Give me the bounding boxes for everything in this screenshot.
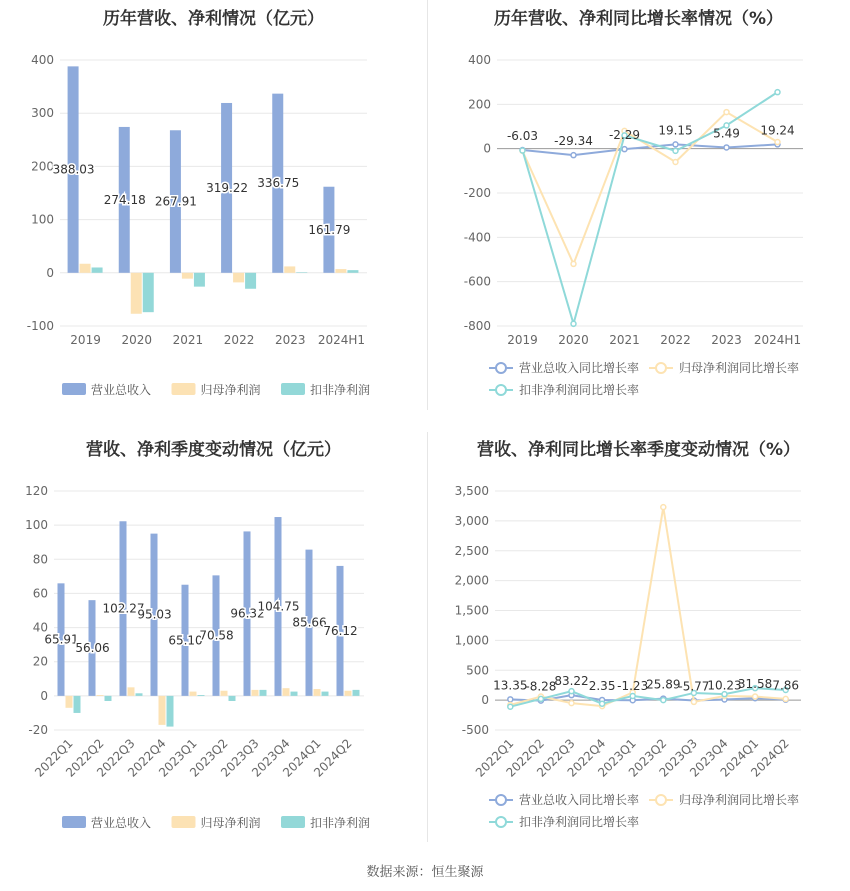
y-tick-label: 3,500 [454, 484, 489, 498]
series-point-2 [538, 696, 543, 701]
legend-swatch [62, 816, 86, 828]
legend-swatch-marker [496, 385, 506, 395]
data-label: 2.35 [588, 678, 616, 693]
series-point-0 [571, 153, 576, 158]
data-label: 336.75 [257, 176, 300, 191]
y-tick-label: 60 [32, 586, 48, 601]
panel-quarter-bar [0, 430, 427, 850]
y-tick-label: 0 [483, 141, 491, 156]
x-tick-label: 2024Q1 [280, 736, 324, 780]
series-point-0 [622, 147, 627, 152]
bar-1 [190, 692, 197, 696]
legend-swatch-marker [656, 795, 666, 805]
y-tick-label: 500 [466, 663, 489, 678]
x-tick-label: 2022Q2 [63, 736, 107, 780]
y-tick-label: 80 [32, 552, 48, 567]
x-tick-label: 2022 [223, 333, 255, 347]
data-label: 56.06 [75, 641, 110, 656]
series-point-1 [691, 699, 696, 704]
legend-label: 营业总收入 [91, 816, 152, 830]
legend-label: 归母净利润同比增长率 [679, 361, 800, 375]
x-tick-label: 2024H1 [317, 333, 366, 347]
chart-quarter-bar [0, 430, 427, 845]
data-label: 83.22 [554, 674, 589, 689]
y-tick-label: 3,000 [454, 513, 489, 528]
bar-2 [347, 270, 358, 273]
panel-annual-line [427, 0, 850, 420]
x-tick-label: 2022Q4 [564, 736, 609, 780]
x-tick-label: 2022Q1 [32, 736, 76, 780]
bar-1 [66, 696, 73, 708]
data-label: -8.28 [525, 679, 557, 694]
bar-1 [345, 691, 352, 696]
bar-1 [284, 266, 295, 272]
data-label: 95.03 [137, 607, 172, 622]
data-label: 102.27 [102, 601, 145, 616]
y-tick-label: -100 [26, 319, 54, 333]
data-label: -5.77 [678, 679, 710, 694]
data-label: 19.24 [760, 123, 795, 138]
legend-label: 营业总收入 [91, 383, 152, 397]
x-tick-label: 2023Q1 [595, 736, 639, 780]
y-tick-label: 2,500 [454, 543, 489, 558]
legend-swatch [172, 816, 196, 828]
x-tick-label: 2022Q3 [534, 736, 578, 780]
legend-label: 归母净利润 [200, 383, 261, 397]
data-label: 388.03 [52, 162, 95, 177]
series-point-1 [661, 505, 666, 510]
y-tick-label: 400 [31, 53, 54, 67]
series-point-1 [753, 694, 758, 699]
x-tick-label: 2020 [121, 333, 153, 347]
bar-1 [182, 273, 193, 279]
series-point-0 [508, 697, 513, 702]
series-point-0 [724, 145, 729, 150]
y-tick-label: 0 [46, 265, 54, 280]
bar-1 [233, 273, 244, 283]
data-label: 96.32 [230, 606, 265, 621]
x-tick-label: 2023Q3 [656, 736, 701, 780]
y-tick-label: -800 [463, 319, 491, 333]
data-label: 104.75 [257, 599, 300, 614]
data-label: -2.29 [608, 128, 641, 143]
data-label: 65.10 [168, 633, 203, 648]
chart-title: 历年营收、净利情况（亿元） [103, 9, 324, 29]
x-tick-label: 2019 [70, 333, 101, 347]
y-tick-label: 1,000 [454, 633, 489, 648]
x-tick-label: 2021 [609, 333, 640, 347]
series-point-1 [571, 261, 576, 266]
panel-quarter-line [427, 430, 850, 850]
bar-2 [167, 696, 174, 727]
y-tick-label: 200 [31, 159, 54, 174]
bar-1 [252, 690, 259, 696]
y-tick-label: 0 [481, 693, 489, 708]
chart-annual-line [427, 0, 850, 410]
y-tick-label: 200 [468, 97, 491, 112]
bar-1 [283, 688, 290, 696]
data-label: 5.49 [713, 126, 740, 141]
bar-2 [194, 273, 205, 287]
legend-swatch-marker [496, 363, 506, 373]
bar-2 [198, 695, 205, 696]
series-point-2 [630, 693, 635, 698]
x-tick-label: 2022Q1 [472, 736, 517, 780]
y-tick-label: 120 [25, 484, 48, 498]
y-tick-label: 400 [468, 53, 491, 67]
series-point-0 [673, 142, 678, 147]
data-label: -6.03 [506, 129, 539, 144]
data-label: 70.58 [199, 628, 234, 643]
bar-2 [245, 273, 256, 289]
bar-1 [159, 696, 166, 725]
x-tick-label: 2024Q2 [748, 736, 792, 780]
data-label: 161.79 [308, 222, 351, 237]
x-tick-label: 2023Q4 [687, 736, 731, 780]
series-point-2 [775, 90, 780, 95]
series-point-2 [520, 148, 525, 153]
series-point-1 [569, 701, 574, 706]
legend-label: 扣非净利润 [310, 816, 371, 830]
legend-swatch [281, 383, 305, 395]
y-tick-label: -400 [463, 230, 491, 245]
x-tick-label: 2024H1 [753, 333, 802, 347]
panel-annual-bar [0, 0, 427, 420]
x-tick-label: 2022Q4 [125, 736, 169, 780]
x-tick-label: 2023Q3 [218, 736, 262, 780]
bar-2 [74, 696, 81, 713]
bar-2 [105, 696, 112, 701]
chart-annual-bar [0, 0, 427, 400]
series-point-2 [569, 689, 574, 694]
y-tick-label: -600 [463, 274, 491, 289]
legend-swatch [62, 383, 86, 395]
data-label: 10.23 [707, 678, 742, 693]
bar-2 [291, 692, 298, 696]
legend-label: 扣非净利润同比增长率 [519, 383, 640, 397]
x-tick-label: 2021 [172, 333, 204, 347]
bar-2 [296, 272, 307, 273]
legend-swatch [172, 383, 196, 395]
bar-1 [97, 695, 104, 696]
bar-2 [143, 273, 154, 312]
series-point-2 [600, 701, 605, 706]
legend-label: 归母净利润同比增长率 [679, 793, 800, 807]
y-tick-label: 100 [25, 518, 48, 533]
data-label: 267.91 [154, 194, 197, 209]
series-point-1 [673, 159, 678, 164]
series-point-2 [661, 698, 666, 703]
y-tick-label: -20 [28, 723, 48, 737]
legend-swatch-marker [656, 363, 666, 373]
x-tick-label: 2023Q1 [156, 736, 200, 780]
x-tick-label: 2022 [660, 333, 691, 347]
bar-2 [322, 692, 329, 696]
bar-2 [260, 690, 267, 696]
x-tick-label: 2024Q1 [717, 736, 762, 780]
series-point-1 [775, 140, 780, 145]
chart-title: 营收、净利同比增长率季度变动情况（%） [476, 440, 801, 460]
x-tick-label: 2023 [711, 333, 742, 347]
x-tick-label: 2023Q2 [187, 736, 231, 780]
data-label: 85.66 [292, 615, 327, 630]
bar-2 [229, 696, 236, 701]
legend-swatch [281, 816, 305, 828]
legend-label: 归母净利润 [200, 816, 261, 830]
bar-2 [136, 693, 143, 696]
y-tick-label: 20 [32, 654, 48, 669]
bar-1 [80, 264, 91, 273]
y-tick-label: 100 [31, 212, 54, 227]
bar-1 [335, 269, 346, 273]
chart-quarter-line [427, 430, 850, 845]
y-tick-label: 0 [40, 688, 48, 703]
legend-label: 营业总收入同比增长率 [519, 793, 640, 807]
y-tick-label: -200 [463, 186, 491, 200]
bar-1 [221, 691, 228, 696]
chart-title: 历年营收、净利同比增长率情况（%） [493, 9, 784, 29]
y-tick-label: 1,500 [454, 603, 489, 618]
data-label: 274.18 [103, 192, 146, 207]
y-tick-label: 300 [31, 106, 54, 121]
x-tick-label: 2022Q2 [503, 736, 548, 780]
x-tick-label: 2020 [558, 333, 589, 347]
y-tick-label: 40 [32, 620, 48, 635]
data-label: 31.58 [737, 677, 773, 692]
legend-label: 扣非净利润 [310, 383, 371, 397]
y-tick-label: 2,000 [454, 573, 489, 588]
y-tick-label: -500 [461, 723, 489, 737]
data-label: 7.86 [772, 678, 800, 693]
x-tick-label: 2019 [507, 333, 538, 347]
series-point-2 [571, 321, 576, 326]
series-point-1 [724, 110, 729, 115]
series-point-2 [508, 704, 513, 709]
x-tick-label: 2022Q3 [94, 736, 138, 780]
bar-2 [353, 690, 360, 696]
data-label: 25.89 [646, 677, 681, 692]
data-label: -1.23 [617, 679, 649, 694]
x-tick-label: 2024Q2 [311, 736, 355, 780]
series-point-2 [673, 148, 678, 153]
x-tick-label: 2023 [274, 333, 306, 347]
legend-label: 扣非净利润同比增长率 [519, 815, 640, 829]
bar-1 [131, 273, 142, 314]
legend-swatch-marker [496, 817, 506, 827]
chart-title: 营收、净利季度变动情况（亿元） [86, 440, 341, 460]
data-label: -29.34 [554, 134, 593, 149]
x-tick-label: 2023Q4 [249, 736, 293, 780]
bar-2 [92, 267, 103, 272]
data-label: 13.35 [493, 678, 528, 693]
data-label: 65.91 [44, 632, 79, 647]
bar-1 [128, 687, 135, 696]
bar-1 [314, 689, 321, 696]
data-label: 76.12 [323, 623, 358, 638]
data-label: 19.15 [658, 123, 693, 138]
x-tick-label: 2023Q2 [625, 736, 670, 780]
legend-label: 营业总收入同比增长率 [519, 361, 640, 375]
data-label: 319.22 [206, 180, 249, 195]
data-source-note: 数据来源：恒生聚源 [366, 865, 484, 880]
legend-swatch-marker [496, 795, 506, 805]
series-point-1 [783, 696, 788, 701]
